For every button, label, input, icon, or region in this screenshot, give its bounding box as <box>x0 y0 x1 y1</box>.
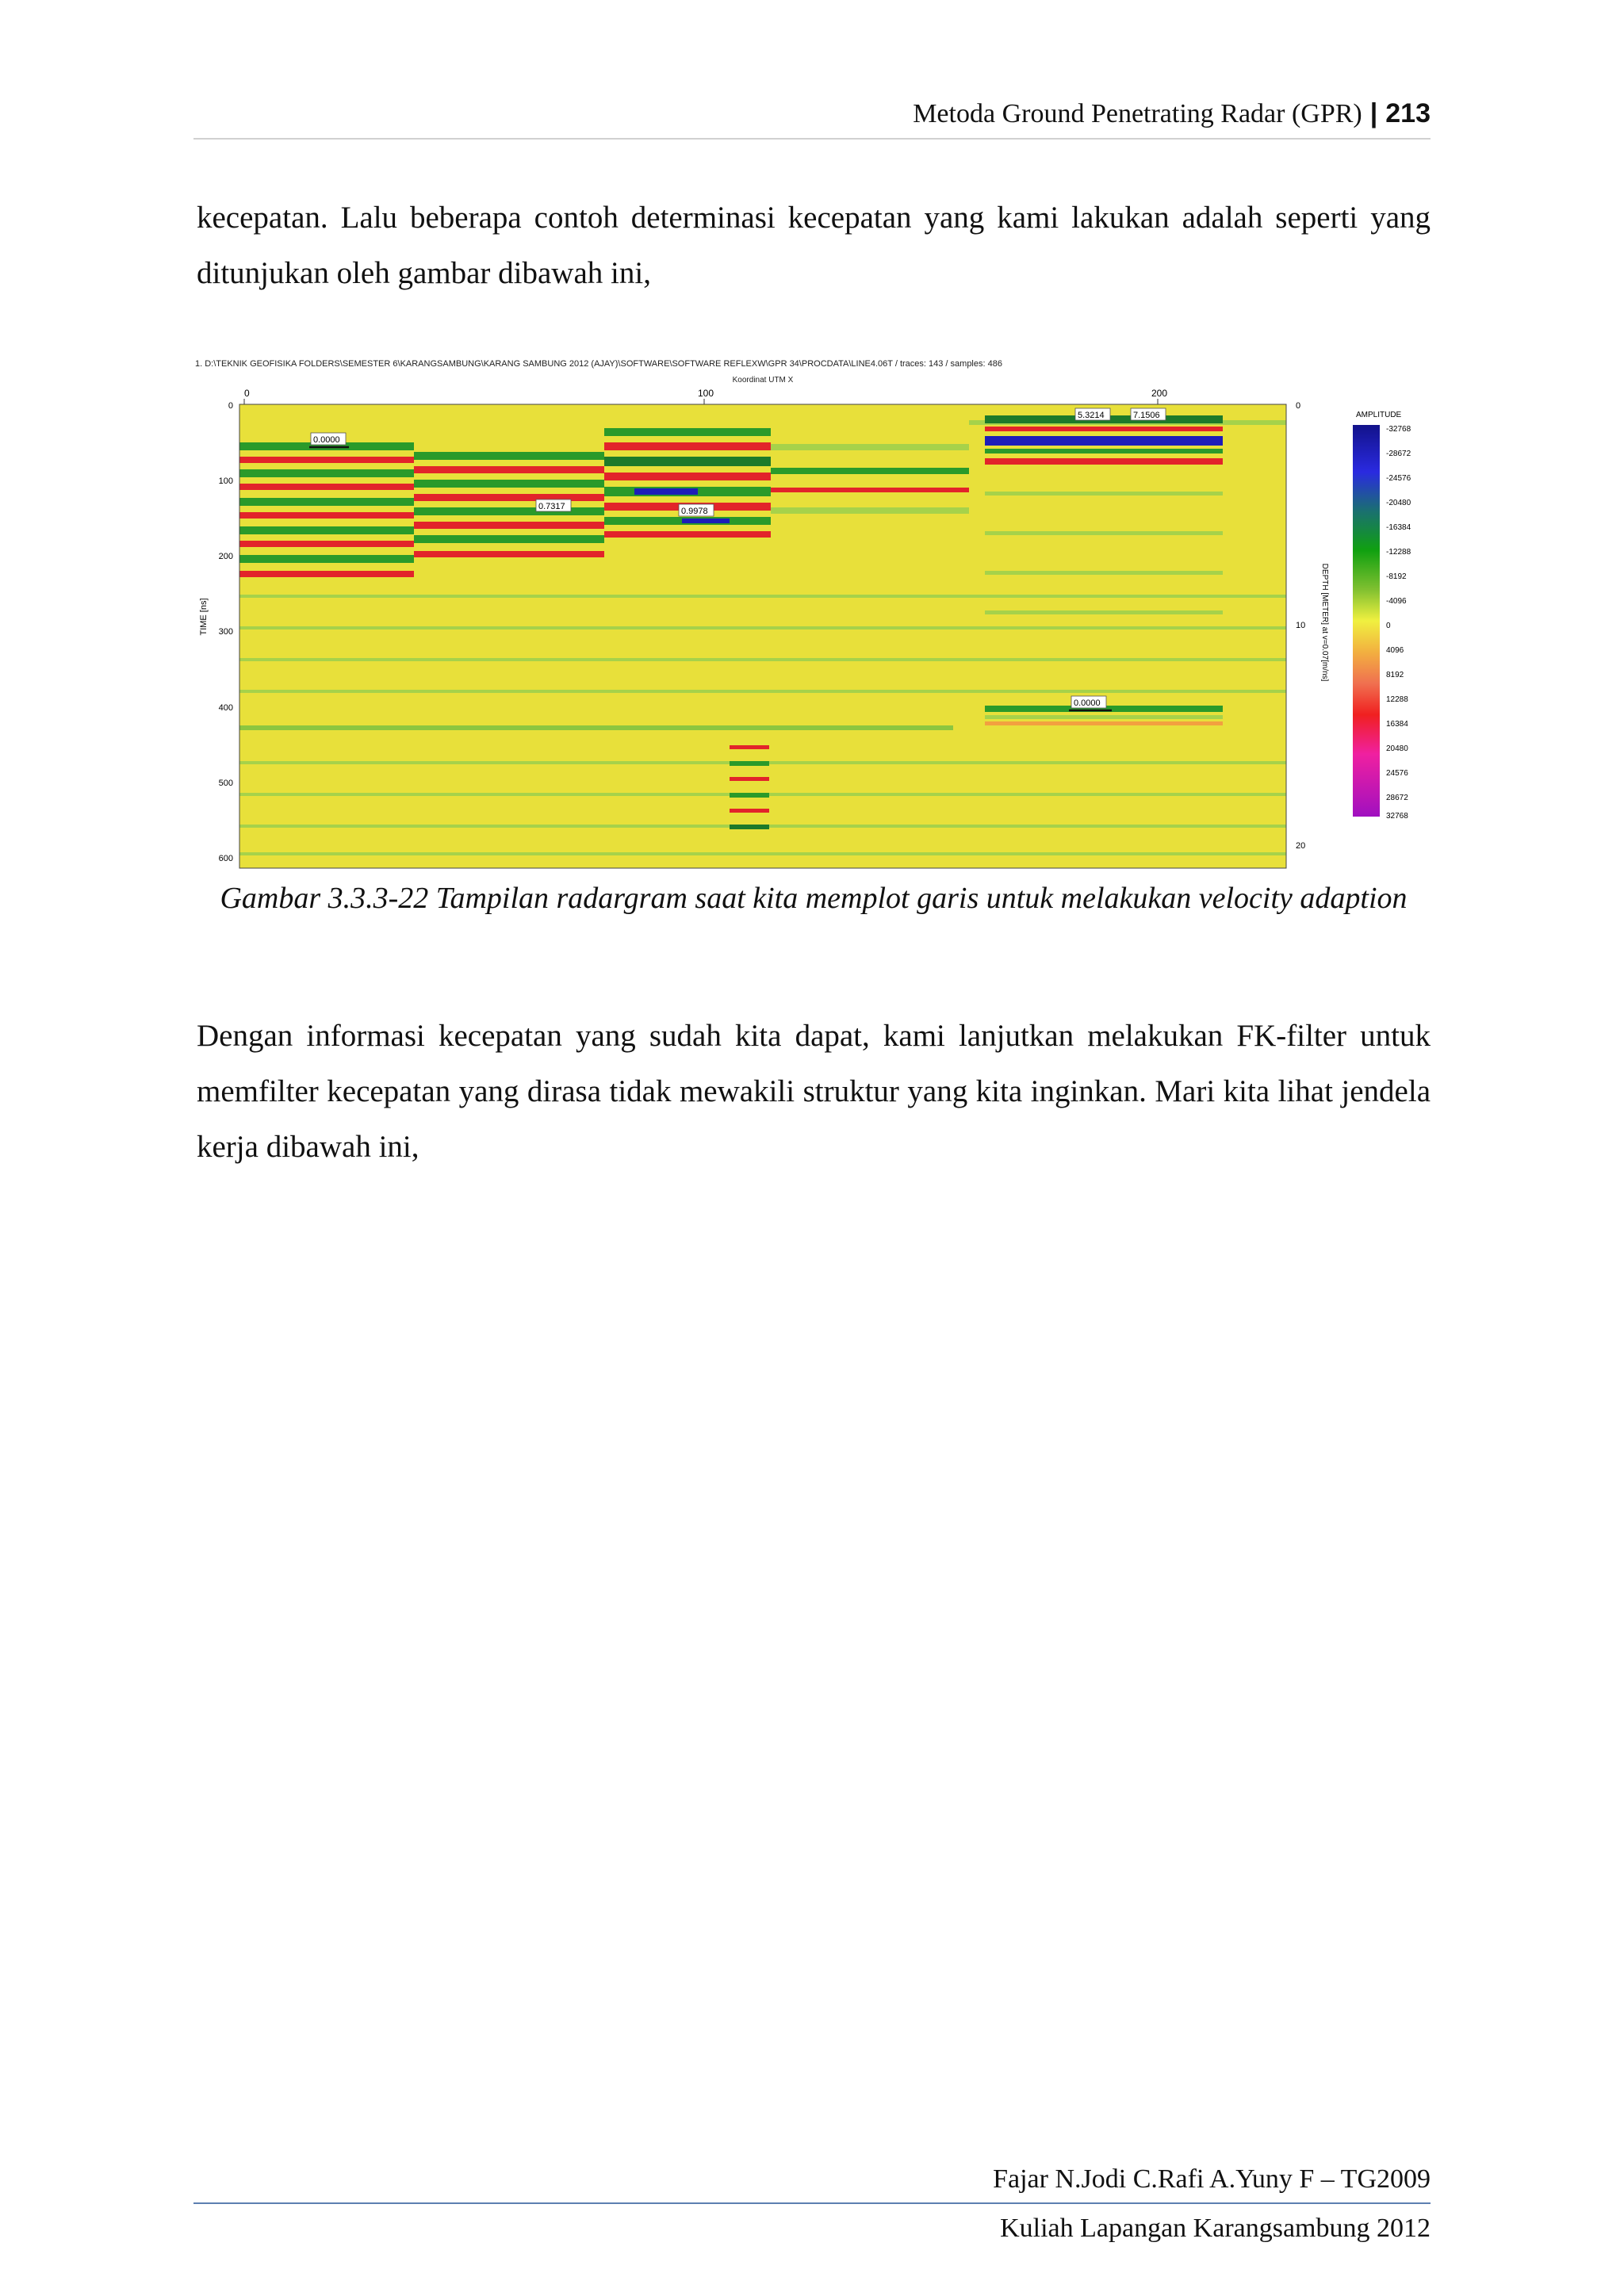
top-axis-ticks <box>244 388 1167 404</box>
colorbar-label-12: 16384 <box>1386 720 1408 729</box>
colorbar-label-10: 8192 <box>1386 671 1404 679</box>
header-separator: | <box>1369 98 1378 128</box>
footer-divider <box>193 2202 1431 2204</box>
marker-2: 0.7317 <box>538 502 565 511</box>
colorbar-label-6: -8192 <box>1386 572 1407 581</box>
colorbar-label-15: 28672 <box>1386 794 1408 802</box>
marker-3: 0.9978 <box>681 507 708 516</box>
colorbar-label-5: -12288 <box>1386 548 1411 557</box>
left-axis-title: TIME [ns] <box>199 598 209 636</box>
header-text <box>913 98 1431 129</box>
top-tick-100: 100 <box>698 388 714 399</box>
paragraph-1: kecepatan. Lalu beberapa contoh determinasi kecepatan yang kami lakukan adalah seperti yang ditunjukan oleh gambar dibawah ini, <box>197 201 1431 290</box>
left-tick-100: 100 <box>218 476 233 486</box>
page-header <box>193 94 1431 140</box>
right-tick-20: 20 <box>1296 841 1306 851</box>
left-tick-400: 400 <box>218 703 233 713</box>
left-tick-0: 0 <box>228 401 233 411</box>
top-tick-0: 0 <box>244 388 250 399</box>
colorbar-label-16: 32768 <box>1386 812 1408 821</box>
footer-authors: Fajar N.Jodi C.Rafi A.Yuny F – TG2009 <box>993 2164 1431 2194</box>
marker-5: 7.1506 <box>1133 411 1160 420</box>
paragraph-2: Dengan informasi kecepatan yang sudah kita dapat, kami lanjutkan melakukan FK-filter untuk memfilter kecepatan yang dirasa tidak mewakili struktur yang kita inginkan. Mari kita lihat jendela kerja dibawah ini, <box>197 1019 1431 1164</box>
colorbar-label-1: -28672 <box>1386 450 1411 458</box>
radargram-svg <box>190 349 1434 872</box>
radargram-figure <box>190 349 1434 872</box>
page-number: 213 <box>1385 98 1431 128</box>
left-tick-600: 600 <box>218 854 233 863</box>
left-tick-500: 500 <box>218 779 233 788</box>
marker-6: 0.0000 <box>1074 698 1101 708</box>
header-title: Metoda Ground Penetrating Radar (GPR) <box>913 99 1362 128</box>
top-axis-title: Koordinat UTM X <box>732 376 794 385</box>
colorbar-label-0: -32768 <box>1386 425 1411 434</box>
right-tick-10: 10 <box>1296 621 1306 630</box>
colorbar-label-8: 0 <box>1386 622 1391 630</box>
right-axis-ticks <box>1296 401 1305 851</box>
colorbar-label-3: -20480 <box>1386 499 1411 507</box>
colorbar-label-2: -24576 <box>1386 474 1411 483</box>
colorbar-label-7: -4096 <box>1386 597 1407 606</box>
left-axis-ticks <box>219 401 233 863</box>
left-tick-300: 300 <box>218 627 233 637</box>
marker-1: 0.0000 <box>313 435 340 445</box>
figure-caption: Gambar 3.3.3-22 Tampilan radargram saat kita memplot garis untuk melakukan velocity adaption <box>220 882 1408 915</box>
right-tick-0: 0 <box>1296 401 1301 411</box>
colorbar-title: AMPLITUDE <box>1356 411 1402 419</box>
file-path: 1. D:\TEKNIK GEOFISIKA FOLDERS\SEMESTER 6\KARANGSAMBUNG\KARANG SAMBUNG 2012 (AJAY)\SOFTWARE\SOFTWARE REFLEXW\GPR 34\PROCDATA\LINE4.06T / traces: 143 / samples: 486 <box>195 359 1002 369</box>
marker-4: 5.3214 <box>1078 411 1105 420</box>
colorbar-label-14: 24576 <box>1386 769 1408 778</box>
colorbar-label-4: -16384 <box>1386 523 1411 532</box>
amplitude-colorbar <box>1353 411 1411 821</box>
footer-course: Kuliah Lapangan Karangsambung 2012 <box>1000 2214 1431 2243</box>
top-tick-200: 200 <box>1151 388 1168 399</box>
colorbar-label-9: 4096 <box>1386 646 1404 655</box>
colorbar-label-11: 12288 <box>1386 695 1408 704</box>
colorbar-label-13: 20480 <box>1386 744 1408 753</box>
right-axis-title: DEPTH [METER] at v=0.07[m/ns] <box>1320 563 1329 682</box>
left-tick-200: 200 <box>218 552 233 561</box>
